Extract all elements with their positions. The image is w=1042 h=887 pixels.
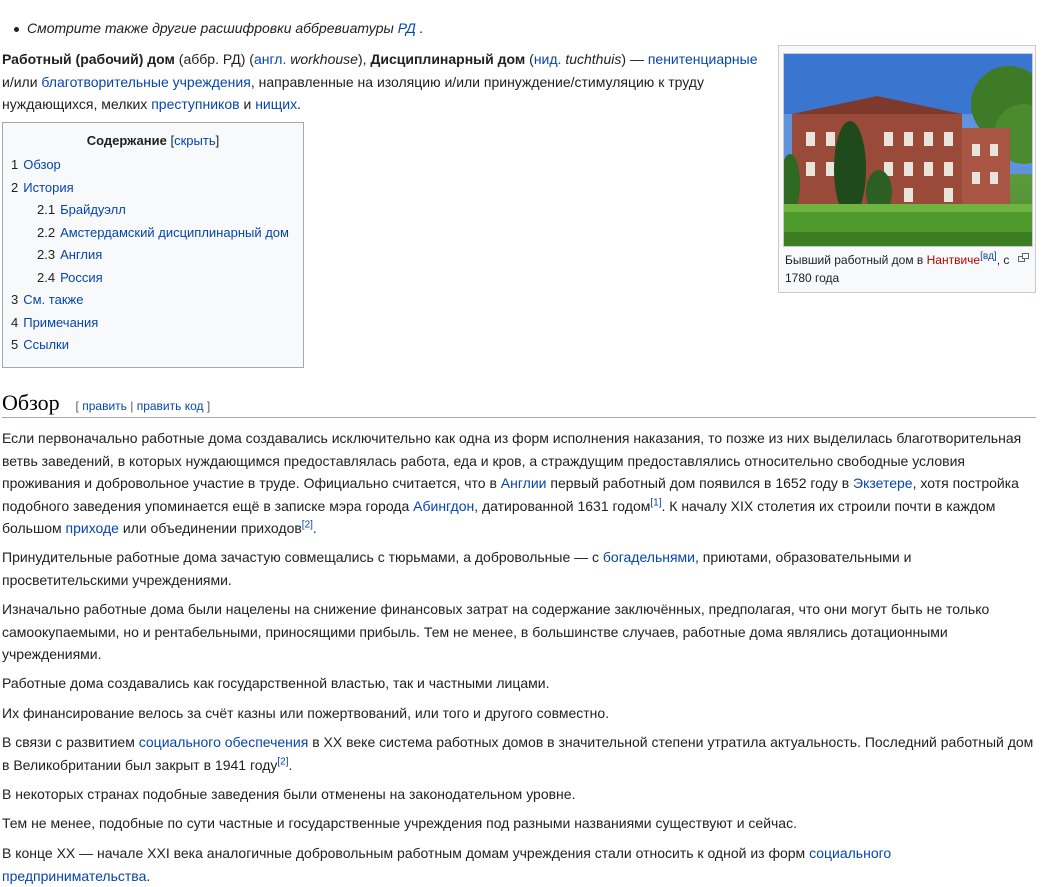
intro-text: и bbox=[239, 96, 256, 112]
intro-text: ( bbox=[525, 51, 534, 67]
wikidata-sup[interactable]: [вд] bbox=[980, 251, 997, 262]
link-parish[interactable]: приходе bbox=[65, 520, 119, 536]
toc-item-number: 2.2 bbox=[37, 224, 56, 240]
lang-link-engl[interactable]: англ. bbox=[253, 51, 287, 67]
term-bold: Работный (рабочий) дом bbox=[2, 51, 175, 67]
intro-italic: workhouse bbox=[286, 51, 358, 67]
p-text: . bbox=[312, 520, 317, 536]
toc-item-link[interactable]: Брайдуэлл bbox=[60, 202, 126, 217]
toc-item-number: 2 bbox=[11, 179, 19, 195]
link-charity[interactable]: благотворительные учреждения bbox=[41, 73, 251, 90]
toc-item-number: 2.1 bbox=[37, 202, 56, 217]
toc-item[interactable] bbox=[3, 289, 303, 312]
link-criminals[interactable]: преступников bbox=[151, 96, 240, 112]
thumbnail-figure bbox=[778, 45, 1036, 293]
caption-text: , с 1780 года bbox=[785, 253, 1010, 285]
toc-item-link[interactable]: История bbox=[23, 179, 74, 195]
edit-code-link[interactable]: править код bbox=[136, 399, 204, 413]
magnify-icon[interactable] bbox=[1018, 253, 1029, 265]
hatnote-end: . bbox=[419, 20, 424, 36]
hatnote bbox=[14, 20, 424, 36]
toc-item-number: 3 bbox=[11, 292, 19, 307]
p-text: . bbox=[288, 756, 293, 773]
p-text: . К началу XIX столетия их строили почти в каждом большом bbox=[2, 497, 996, 536]
thumbnail-caption bbox=[785, 252, 1013, 287]
intro-text: , направленные на изоляцию и/или принуждение/стимуляцию к труду нуждающихся, мелких bbox=[2, 73, 704, 112]
toc-item-number: 1 bbox=[11, 157, 19, 172]
link-england[interactable]: Англии bbox=[500, 475, 547, 491]
caption-link[interactable]: Нантвиче bbox=[926, 253, 981, 267]
paragraph-5: Их финансирование велось за счёт казны или пожертвований, или того и другого совместно. bbox=[2, 705, 610, 721]
toc-item[interactable] bbox=[3, 154, 303, 177]
intro-text: ), bbox=[357, 51, 371, 67]
term-bold: Дисциплинарный дом bbox=[370, 51, 526, 67]
p-text: . bbox=[146, 867, 151, 884]
toc-item[interactable] bbox=[3, 177, 303, 200]
toc-item-link[interactable]: Ссылки bbox=[23, 337, 70, 352]
paragraph-1 bbox=[2, 427, 1038, 540]
intro-italic: tuchthuis bbox=[561, 51, 622, 67]
toc-item[interactable] bbox=[3, 312, 303, 335]
p-text: Принудительные работные дома зачастую совмещались с тюрьмами, а добровольные — с bbox=[2, 549, 603, 565]
hatnote-link[interactable]: РД bbox=[397, 20, 416, 36]
toc-title: Содержание bbox=[86, 133, 167, 148]
link-exeter[interactable]: Экзетере bbox=[853, 475, 913, 491]
intro-paragraph bbox=[2, 48, 766, 116]
toc-item-link[interactable]: Англия bbox=[60, 247, 103, 262]
intro-text: и/или bbox=[2, 73, 42, 90]
toc-toggle-link[interactable]: скрыть bbox=[174, 133, 216, 148]
p-text: В конце XX — начале XXI века аналогичные добровольным работным домам учреждения стали относить к одной из форм bbox=[2, 845, 810, 861]
toc-bracket: ] bbox=[215, 133, 220, 148]
toc-item-number: 2.4 bbox=[37, 269, 56, 285]
p-text: в XX веке система работных домов в значительной степени утратила актуальность. Последний работный дом в Великобритании был закрыт в 1941 году bbox=[2, 734, 1034, 773]
p-text: или объединении приходов bbox=[118, 520, 302, 536]
p-text: В связи с развитием bbox=[2, 734, 139, 750]
link-beggars[interactable]: нищих bbox=[255, 96, 298, 112]
p-text: первый работный дом появился в 1652 году в bbox=[546, 475, 854, 491]
hatnote-text: Смотрите также другие расшифровки аббревиатуры bbox=[27, 20, 394, 36]
intro-text: ) — bbox=[621, 51, 648, 67]
toc-item-link[interactable]: Обзор bbox=[23, 157, 61, 172]
bullet bbox=[14, 27, 19, 32]
link-social-entrepreneurship[interactable]: социального предпринимательства bbox=[2, 845, 892, 884]
caption-text: Бывший работный дом в bbox=[785, 253, 927, 267]
section-title: Обзор bbox=[2, 390, 60, 415]
lang-link-nid[interactable]: нид. bbox=[533, 51, 562, 67]
edit-link[interactable]: править bbox=[82, 399, 127, 413]
table-of-contents bbox=[2, 122, 304, 368]
toc-list bbox=[3, 154, 303, 357]
link-penitentiary[interactable]: пенитенциарные bbox=[647, 51, 758, 67]
link-abingdon[interactable]: Абингдон bbox=[413, 497, 475, 514]
link-almshouses[interactable]: богадельнями bbox=[602, 549, 696, 565]
paragraph-3: Изначально работные дома были нацелены на снижение финансовых затрат на содержание заключённых, предполагая, что они могут быть не только самоокупаемыми, но и рентабельными, приносящими прибыль. Тем не менее, в большинстве случаев, работные дома являлись дотационными учреждениями. bbox=[2, 601, 990, 662]
toc-item-link[interactable]: См. также bbox=[23, 292, 84, 307]
toc-item-number: 2.3 bbox=[37, 247, 56, 262]
p-text: , датированной 1631 годом bbox=[474, 497, 651, 514]
paragraph-7: В некоторых странах подобные заведения были отменены на законодательном уровне. bbox=[2, 786, 576, 802]
toc-item[interactable] bbox=[3, 222, 303, 245]
toc-item-link[interactable]: Амстердамский дисциплинарный дом bbox=[60, 224, 289, 240]
p-text: Если первоначально работные дома создавались исключительно как одна из форм исполнения наказания, то позже из них выделилась благотворительная ветвь заведений, в которых нуждающимся предоставлялась работа, еда и кров, а страждущим предоставлялись относительно свободные условия проживания и добровольное участие в труде. Официально считается, что в bbox=[2, 430, 1022, 491]
paragraph-8: Тем не менее, подобные по сути частные и государственные учреждения под разными названиями существуют и сейчас. bbox=[2, 815, 797, 831]
edit-bracket: ] bbox=[206, 399, 211, 413]
intro-text: (аббр. РД) ( bbox=[174, 51, 254, 67]
intro-text: . bbox=[297, 96, 301, 112]
p-text: , хотя постройка подобного заведения упоминается ещё в записке мэра города bbox=[2, 475, 1019, 514]
paragraph-9 bbox=[2, 842, 1038, 887]
edit-bracket: [ bbox=[75, 399, 79, 413]
toc-item[interactable] bbox=[3, 334, 303, 357]
toc-title-row bbox=[3, 133, 303, 148]
toc-item[interactable] bbox=[3, 199, 303, 222]
toc-item-link[interactable]: Россия bbox=[60, 269, 103, 285]
edit-links bbox=[76, 399, 211, 413]
toc-item-link[interactable]: Примечания bbox=[23, 314, 99, 330]
workhouse-photo[interactable] bbox=[783, 53, 1033, 247]
section-heading bbox=[2, 390, 1036, 418]
toc-item-number: 4 bbox=[11, 314, 19, 330]
paragraph-6 bbox=[2, 731, 1038, 776]
p-text: , приютами, образовательными и просветительскими учреждениями. bbox=[2, 549, 912, 588]
ref-2[interactable]: [2] bbox=[277, 755, 289, 767]
ref-1[interactable]: [1] bbox=[650, 496, 662, 508]
toc-bracket: [ bbox=[170, 133, 175, 148]
toc-item[interactable] bbox=[3, 244, 303, 267]
toc-item[interactable] bbox=[3, 267, 303, 290]
paragraph-4: Работные дома создавались как государственной властью, так и частными лицами. bbox=[2, 675, 550, 691]
ref-2[interactable]: [2] bbox=[301, 519, 313, 531]
edit-sep: | bbox=[126, 399, 137, 413]
photo-illustration bbox=[784, 54, 1033, 247]
toc-item-number: 5 bbox=[11, 337, 19, 352]
paragraph-2 bbox=[2, 546, 1038, 591]
link-social-security[interactable]: социального обеспечения bbox=[138, 734, 309, 750]
